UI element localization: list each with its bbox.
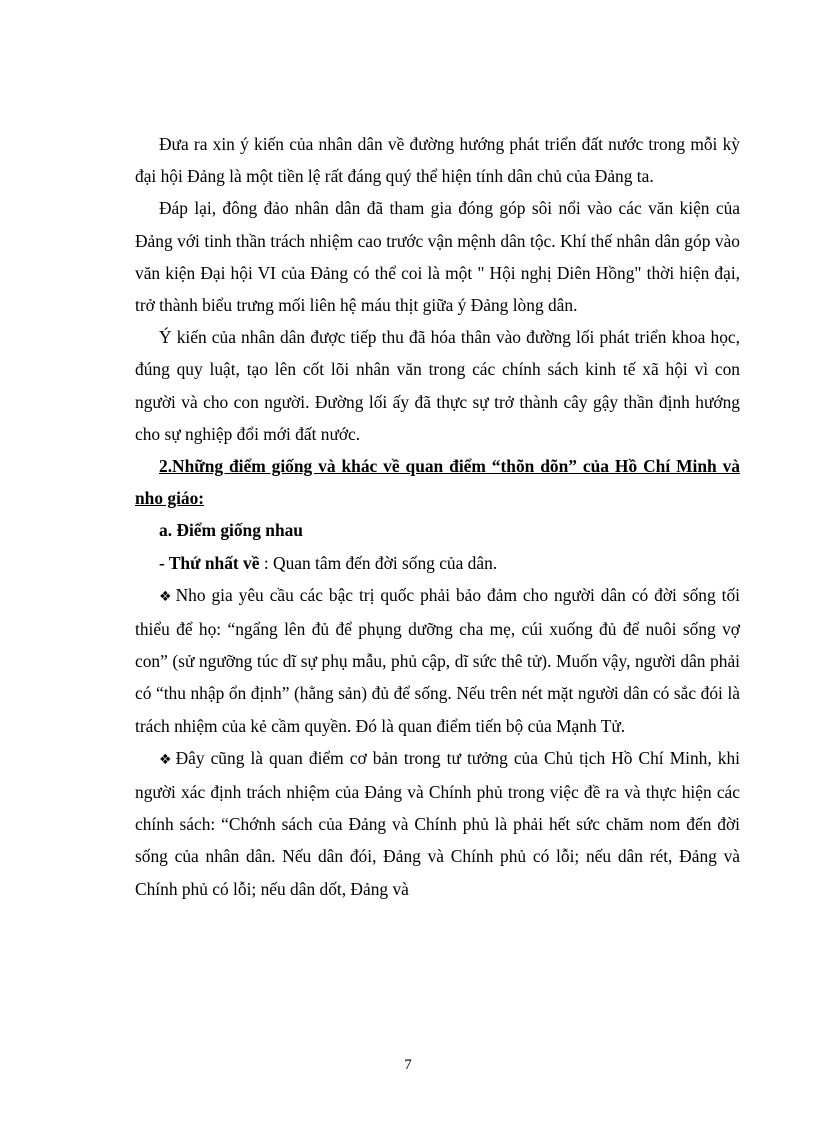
subsection-heading: a. Điểm giống nhau (159, 520, 303, 541)
bullet-paragraph-2 (135, 742, 740, 905)
four-diamond-bullet-icon: ❖ (159, 751, 172, 768)
page-number: 7 (404, 1057, 412, 1073)
point-1-text: : Quan tâm đến đời sống của dân. (263, 552, 498, 573)
point-1-label: - Thứ nhất về (159, 552, 260, 573)
section-heading: 2.Những điểm giống và khác về quan điểm “thõn dõn” của Hồ Chí Minh và nho giáo: (135, 456, 740, 509)
paragraph-1: Đưa ra xin ý kiến của nhân dân về đường hướng phát triển đất nước trong mỗi kỳ đại hội Đảng là một tiền lệ rất đáng quý thể hiện tính dân chủ của Đảng ta. (135, 134, 740, 187)
paragraph-2: Đáp lại, đông đảo nhân dân đã tham gia đóng góp sôi nổi vào các văn kiện của Đảng với tinh thần trách nhiệm cao trước vận mệnh dân tộc. Khí thế nhân dân góp vào văn kiện Đại hội VI của Đảng có thể coi là một " Hội nghị Diên Hồng" thời hiện đại, trở thành biểu trưng mối liên hệ máu thịt giữa ý Đảng lòng dân. (135, 198, 740, 316)
page-body (135, 128, 740, 905)
bullet-2-text: Đây cũng là quan điểm cơ bản trong tư tưởng của Chủ tịch Hồ Chí Minh, khi người xác định trách nhiệm của Đảng và Chính phủ trong việc đề ra và thực hiện các chính sách: “Chớnh sách của Đảng và Chính phủ là phải hết sức chăm nom đến đời sống của nhân dân. Nếu dân đói, Đảng và Chính phủ có lỗi; nếu dân rét, Đảng và Chính phủ có lỗi; nếu dân dốt, Đảng và (135, 747, 740, 899)
point-1 (135, 547, 740, 579)
bullet-1-text: Nho gia yêu cầu các bậc trị quốc phải bảo đảm cho người dân có đời sống tối thiểu để họ: “ngẩng lên đủ để phụng dưỡng cha mẹ, cúi xuống đủ để nuôi sống vợ con” (sử ngưỡng túc dĩ sự phụ mẫu, phủ cập, dĩ sức thê tử). Muốn vậy, người dân phải có “thu nhập ổn định” (hằng sản) đủ để sống. Nếu trên nét mặt người dân có sắc đói là trách nhiệm của kẻ cầm quyền. Đó là quan điểm tiến bộ của Mạnh Tử. (135, 584, 740, 736)
bullet-paragraph-1 (135, 579, 740, 742)
four-diamond-bullet-icon: ❖ (159, 588, 172, 605)
paragraph-3: Ý kiến của nhân dân được tiếp thu đã hóa thân vào đường lối phát triển khoa học, đúng quy luật, tạo lên cốt lõi nhân văn trong các chính sách kinh tế xã hội vì con người và cho con người. Đường lối ấy đã thực sự trở thành cây gậy thần định hướng cho sự nghiệp đổi mới đất nước. (135, 327, 740, 444)
